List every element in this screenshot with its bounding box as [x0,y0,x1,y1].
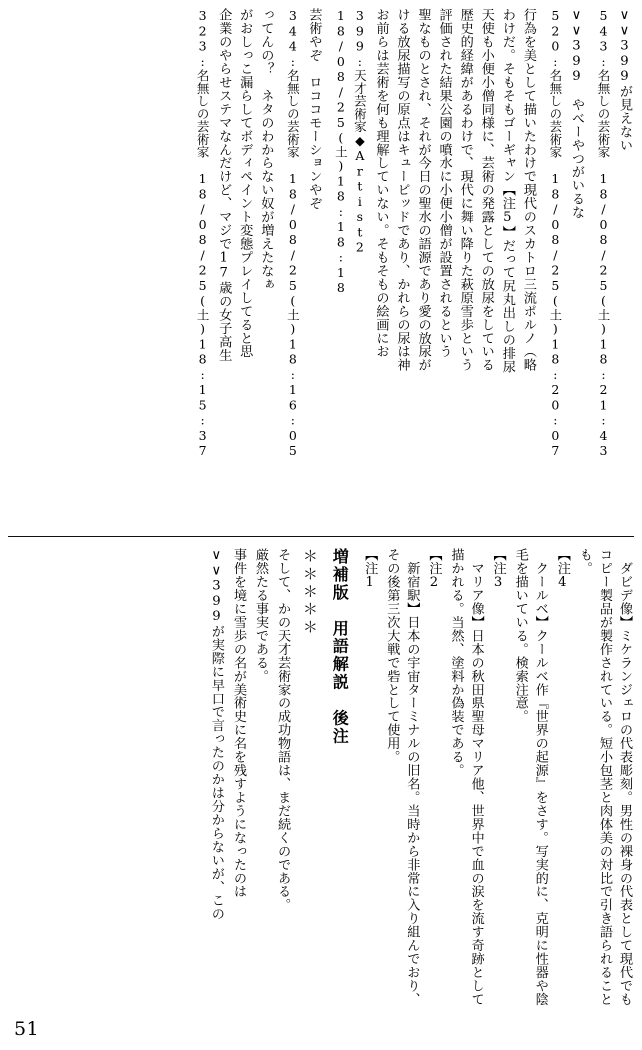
closing-line: 厳然たる事実である。 [253,548,269,683]
closing-line: そして、かの天才芸術家の成功物語は、まだ続くのである。 [275,548,291,912]
page-number: 51 [14,1018,39,1040]
glossary-columns [204,548,634,1013]
post-line: 聖なものとされ、それが今日の聖水の語源であり愛の放尿が [415,8,431,372]
glossary-note-label: 【注4 [554,548,570,591]
post-header: 543:名無しの芸術家 18/08/25(土)18:21:43 [595,8,611,459]
post-line: 天使も小便小僧同様に、芸術の発露としての放尿をしている [478,8,494,372]
glossary-note-text: クールベ】クールベ作『世界の起源』をさす。写実的に、克明に性器や陰毛を描いている。検索注意。 [512,548,548,1006]
post-line: 芸術やぞ ロココモーションやぞ [306,8,322,210]
post-header: 344:名無しの芸術家 18/08/25(土)18:16:05 [285,8,301,459]
post-header: 399:天才芸術家◆Artist2 18/08/25(土)18:18:18 [333,8,368,296]
scene-break: ＊＊＊＊＊ [300,548,319,637]
closing-line: 事件を境に雪歩の名が美術史に名を残すようになったのは [230,548,246,899]
post-line: 企業のやらせステマなんだけど、マジで17歳の女子高生 [216,8,232,362]
glossary-section [0,548,642,1018]
glossary-note-text: ダビデ像】ミケランジェロの代表彫刻。男性の裸身の代表として現代でもコピー製品が製作されている。短小包茎と肉体美の対比で引き語られることも。 [576,548,632,1006]
post-line: ∨∨399 やべーやつがいるな [568,8,584,219]
thread-section [0,8,642,528]
post-line: お前らは芸術を何も理解していない。そもそもの絵画にお [373,8,389,359]
post-header: 323:名無しの芸術家 18/08/25(土)18:15:37 [195,8,211,459]
glossary-note-label: 【注2 [426,548,442,591]
glossary-note-text: マリア像】日本の秋田県聖母マリア他、世界中で血の涙を流す奇跡として描かれる。当然、塗料か偽装である。 [448,548,484,1006]
thread-post [544,8,586,513]
post-line: 評価された結果公園の噴水に小便小僧が設置されるという [436,8,452,359]
column-gap [351,548,357,549]
thread-post [592,8,634,513]
thread-post [281,8,323,513]
glossary-note-label: 【注3 [490,548,506,591]
post-line: ける放尿描写の原点はキューピッドであり、かれらの尿は神 [394,8,410,372]
glossary-heading: 増補版 用語解説 後注 [330,548,350,746]
post-header: 520:名無しの芸術家 18/08/25(土)18:20:07 [547,8,563,459]
post-line: ∨∨399が見えない [617,8,632,152]
post-line: がおしっこ漏らしてボディペイント変態プレイしてると思 [237,8,253,359]
glossary-note-label: 【注1 [362,548,378,591]
thread-post [191,8,275,513]
post-line: 歴史的経緯があるわけで、現代に舞い降りた萩原雪歩という [457,8,473,372]
post-line: 行為を美として描いたわけで現代のスカトロ三流ポルノ（略 [520,8,536,372]
post-line: わけだ。そもそもゴーギャン【注5】だって尻丸出しの排尿 [499,8,515,374]
section-divider [8,536,634,537]
thread-post [329,8,538,513]
glossary-note-text: 新宿駅】日本の宇宙ターミナルの旧名。当時から非常に入り組んでおり、その後第三次大戦で砦として使用。 [384,548,420,1006]
closing-line: ∨∨399が実際に早口で言ったのかは分からないが、この [208,548,224,921]
thread-columns [191,8,634,518]
post-line: ってんの？ ネタのわからない奴が増えたなぁ [258,8,274,291]
